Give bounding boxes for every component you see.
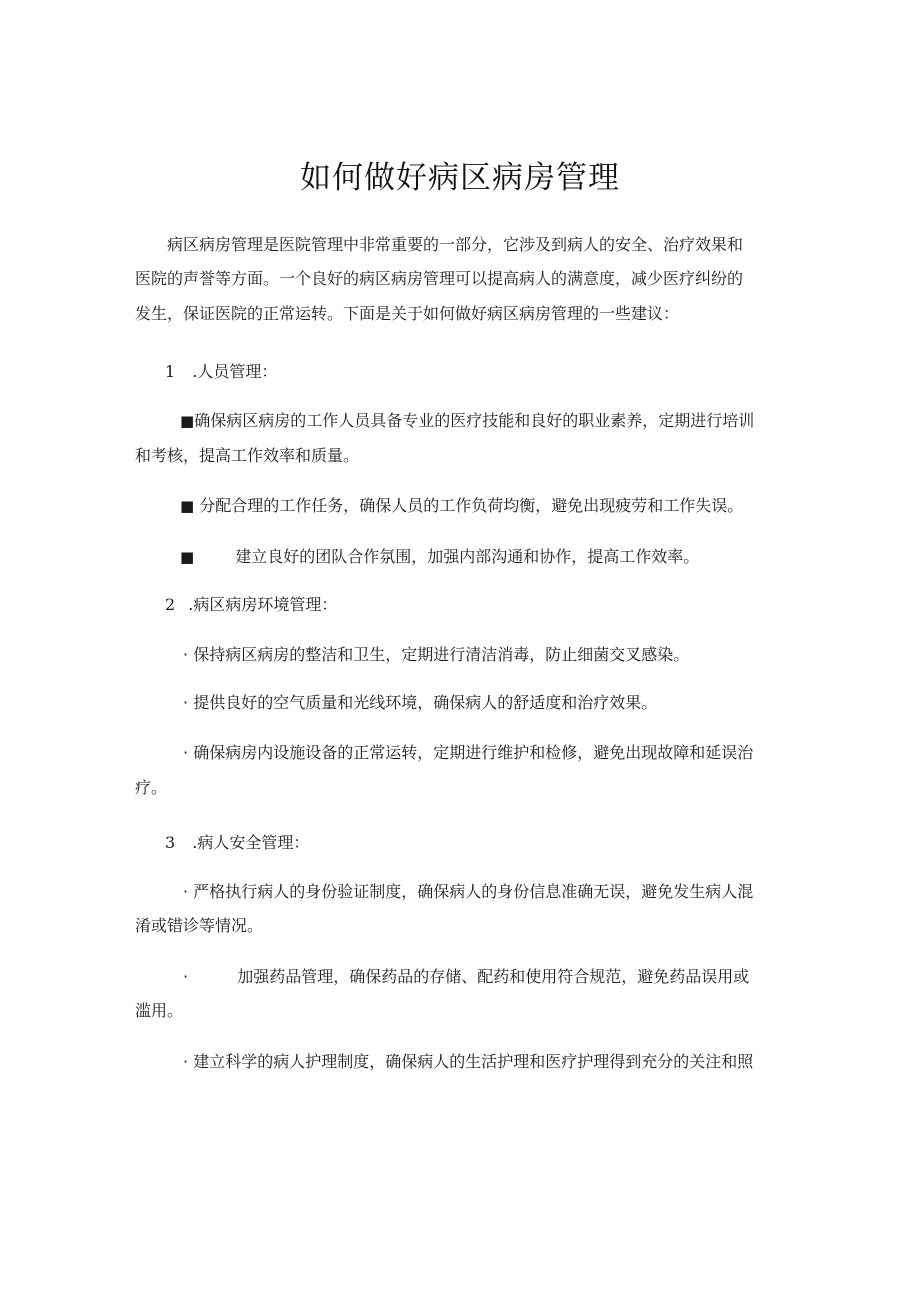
s3-bullet-2-cont: 滥用。 <box>135 1001 184 1020</box>
s2-bullet-3-cont: 疗。 <box>135 778 168 797</box>
s3-bullet-3 <box>183 1051 753 1073</box>
section-2-heading <box>165 594 337 616</box>
s1-bullet-2-text: 分配合理的工作任务，确保人员的工作负荷均衡，避免出现疲劳和工作失误。 <box>199 496 744 515</box>
dot-bullet-icon: · <box>183 645 189 664</box>
section-2-title: .病区病房环境管理： <box>188 595 338 614</box>
s1-bullet-3-text: 建立良好的团队合作氛围，加强内部沟通和协作，提高工作效率。 <box>235 547 700 566</box>
s3-bullet-1-cont: 淆或错诊等情况。 <box>135 916 264 935</box>
section-3-title: .病人安全管理： <box>192 833 310 852</box>
s1-bullet-2 <box>180 495 743 517</box>
s1-bullet-1 <box>180 410 754 432</box>
intro-line-1: 病区病房管理是医院管理中非常重要的一部分，它涉及到病人的安全、治疗效果和 <box>167 235 744 254</box>
intro-line-3: 发生，保证医院的正常运转。下面是关于如何做好病区病房管理的一些建议： <box>135 304 680 323</box>
intro-line-2: 医院的声誉等方面。一个良好的病区病房管理可以提高病人的满意度，减少医疗纠纷的 <box>135 269 744 288</box>
s1-bullet-3 <box>180 546 699 568</box>
s2-bullet-2 <box>183 692 657 714</box>
s1-bullet-1-text: 确保病区病房的工作人员具备专业的医疗技能和良好的职业素养，定期进行培训 <box>194 411 755 430</box>
section-2-number: 2 <box>165 595 176 614</box>
dot-bullet-icon: · <box>183 967 189 986</box>
section-1-title: .人员管理： <box>192 362 278 381</box>
s3-bullet-2-text: 加强药品管理，确保药品的存储、配药和使用符合规范，避免药品误用或 <box>237 967 750 986</box>
square-bullet-icon: ■ <box>180 412 195 430</box>
s3-bullet-1 <box>183 881 753 903</box>
dot-bullet-icon: · <box>183 693 189 712</box>
dot-bullet-icon: · <box>183 1052 189 1071</box>
document-title: 如何做好病区病房管理 <box>300 160 620 196</box>
s2-bullet-2-text: 提供良好的空气质量和光线环境，确保病人的舒适度和治疗效果。 <box>193 693 658 712</box>
s3-bullet-3-text: 建立科学的病人护理制度，确保病人的生活护理和医疗护理得到充分的关注和照 <box>193 1052 754 1071</box>
section-1-number: 1 <box>165 362 176 381</box>
square-bullet-icon: ■ <box>180 497 195 515</box>
dot-bullet-icon: · <box>183 743 189 762</box>
s1-bullet-1-cont: 和考核，提高工作效率和质量。 <box>135 446 360 465</box>
s2-bullet-3-text: 确保病房内设施设备的正常运转，定期进行维护和检修，避免出现故障和延误治 <box>193 743 754 762</box>
section-1-heading <box>165 361 277 383</box>
s3-bullet-2 <box>183 966 749 988</box>
square-bullet-icon: ■ <box>180 548 195 566</box>
dot-bullet-icon: · <box>183 882 189 901</box>
s2-bullet-1 <box>183 644 689 666</box>
s3-bullet-1-text: 严格执行病人的身份验证制度，确保病人的身份信息准确无误，避免发生病人混 <box>193 882 754 901</box>
s2-bullet-1-text: 保持病区病房的整洁和卫生，定期进行清洁消毒，防止细菌交叉感染。 <box>193 645 690 664</box>
section-3-heading <box>165 832 309 854</box>
section-3-number: 3 <box>165 833 176 852</box>
s2-bullet-3 <box>183 742 753 764</box>
